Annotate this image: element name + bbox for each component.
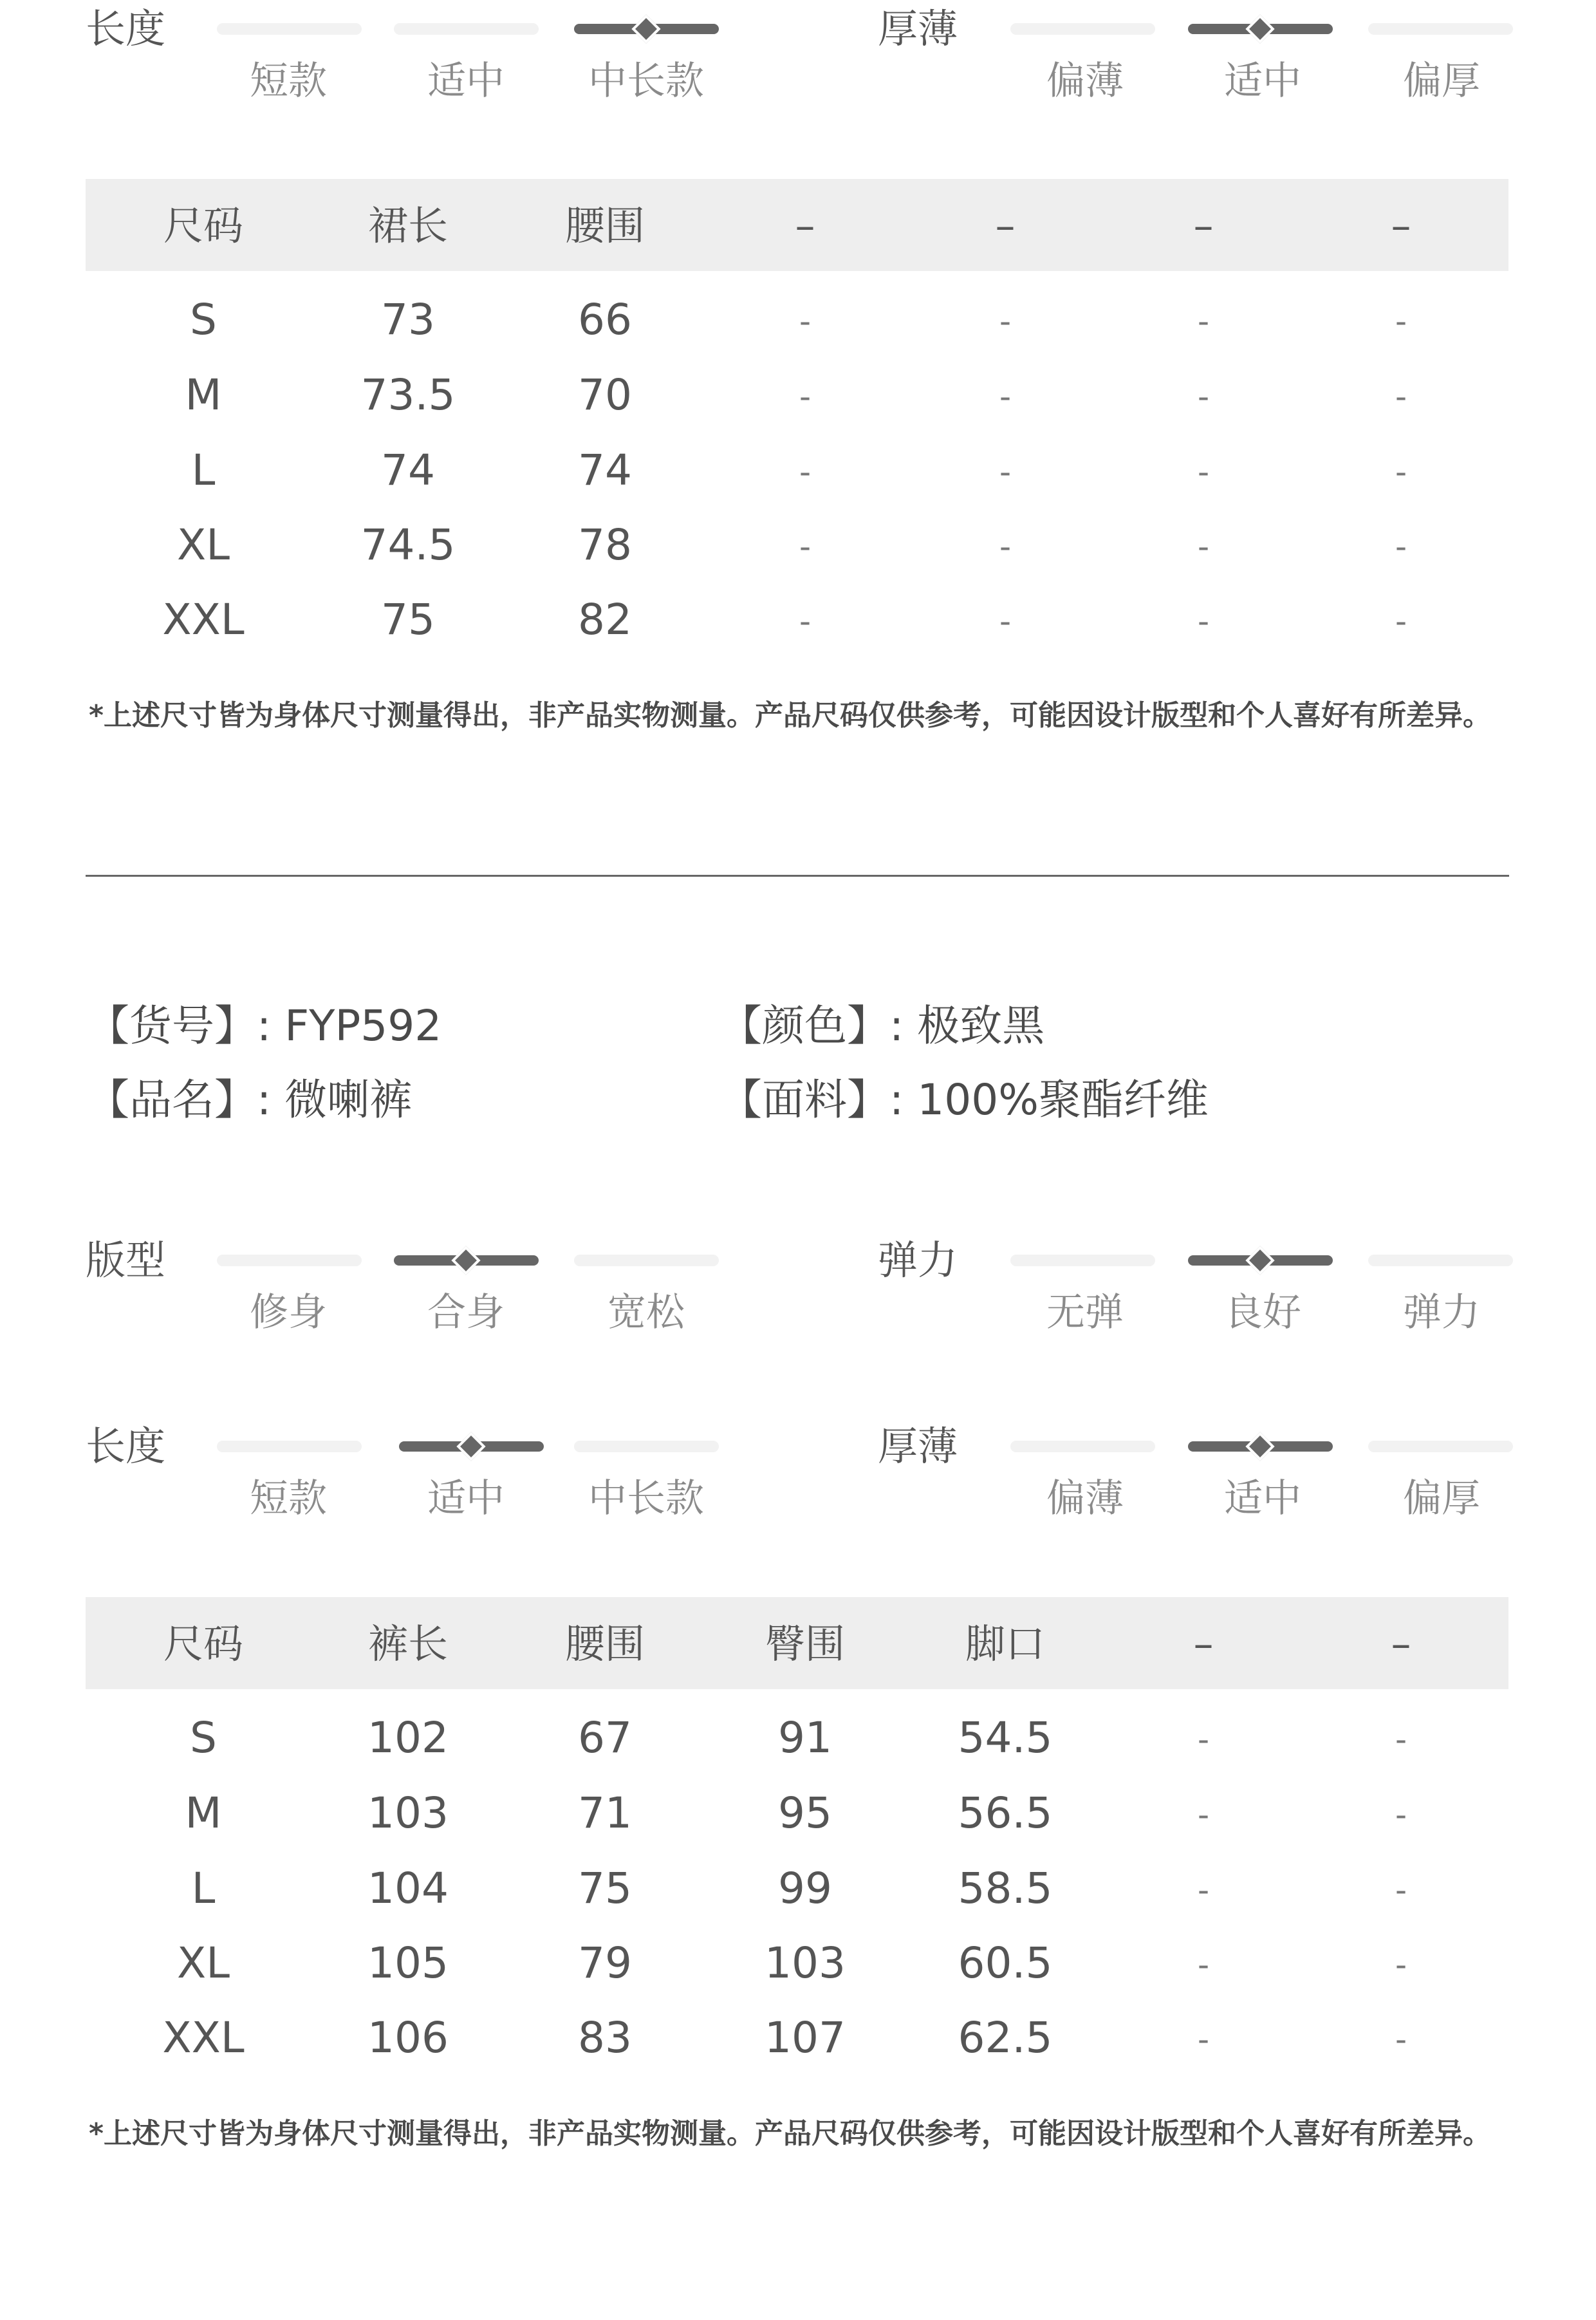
cell-waist: 82 <box>578 595 632 644</box>
col-header-empty-4: – <box>1391 202 1411 249</box>
cell-empty: - <box>999 528 1012 565</box>
thickness-option-thin: 偏薄 <box>1046 1476 1124 1521</box>
col-header-hem: 脚口 <box>965 1620 1046 1667</box>
cell-size: S <box>190 1713 217 1763</box>
col-header-waist: 腰围 <box>564 202 645 249</box>
length-track-seg-1 <box>217 23 362 35</box>
cell-waist: 70 <box>578 370 632 420</box>
fit-option-loose: 宽松 <box>608 1290 685 1335</box>
cell-waist: 78 <box>578 520 632 570</box>
size-disclaimer-note: *上述尺寸皆为身体尺寸测量得出，非产品实物测量。产品尺码仅供参考，可能因设计版型和个人喜好有所差异。 <box>89 699 1492 732</box>
length-selected-marker <box>631 14 660 43</box>
cell-size: XXL <box>162 595 245 644</box>
fit-option-slim: 修身 <box>250 1290 327 1335</box>
cell-size: S <box>190 295 217 344</box>
cell-size: XL <box>177 1938 230 1988</box>
cell-hip: 95 <box>778 1788 832 1838</box>
cell-length: 73 <box>381 295 435 344</box>
elasticity-track-seg-3 <box>1368 1255 1513 1266</box>
cell-length: 74 <box>381 445 435 495</box>
cell-empty: - <box>1395 2021 1407 2058</box>
elasticity-option-good: 良好 <box>1224 1290 1301 1335</box>
cell-empty: - <box>799 303 812 340</box>
cell-hem: 54.5 <box>958 1713 1053 1763</box>
thickness-option-medium: 适中 <box>1224 59 1301 104</box>
size-disclaimer-note: *上述尺寸皆为身体尺寸测量得出，非产品实物测量。产品尺码仅供参考，可能因设计版型和个人喜好有所差异。 <box>89 2117 1492 2150</box>
cell-hem: 60.5 <box>958 1938 1053 1988</box>
col-header-empty-3: – <box>1193 202 1214 249</box>
col-header-empty-2: – <box>995 202 1016 249</box>
length-track-seg-3 <box>574 1441 719 1452</box>
cell-length: 104 <box>367 1864 449 1913</box>
cell-empty: - <box>1197 1796 1210 1833</box>
thickness-track-seg-1 <box>1010 23 1155 35</box>
cell-empty: - <box>1395 1721 1407 1758</box>
length-option-midlong: 中长款 <box>588 59 704 104</box>
cell-size: M <box>185 370 222 420</box>
cell-hip: 99 <box>778 1864 832 1913</box>
cell-hip: 103 <box>765 1938 846 1988</box>
elasticity-option-stretch: 弹力 <box>1403 1290 1480 1335</box>
cell-length: 106 <box>367 2013 449 2063</box>
cell-size: M <box>185 1788 222 1838</box>
cell-hem: 58.5 <box>958 1864 1053 1913</box>
col-header-empty-1: – <box>795 202 815 249</box>
cell-waist: 66 <box>578 295 632 344</box>
cell-length: 102 <box>367 1713 449 1763</box>
elasticity-selected-marker <box>1245 1246 1274 1275</box>
col-header-pant-length: 裤长 <box>367 1620 449 1667</box>
cell-length: 74.5 <box>360 520 456 570</box>
cell-length: 103 <box>367 1788 449 1838</box>
product-fabric: 【面料】: 100%聚酯纤维 <box>719 1075 1209 1125</box>
cell-length: 75 <box>381 595 435 644</box>
thickness-track-seg-3 <box>1368 23 1513 35</box>
cell-empty: - <box>1197 378 1210 415</box>
length-label: 长度 <box>86 5 166 52</box>
thickness-track-seg-1 <box>1010 1441 1155 1452</box>
cell-empty: - <box>1197 528 1210 565</box>
cell-size: XL <box>177 520 230 570</box>
cell-size: L <box>191 1864 216 1913</box>
length-option-medium: 适中 <box>427 59 505 104</box>
product-name: 【品名】: 微喇裤 <box>87 1075 413 1125</box>
length-selected-marker <box>456 1432 485 1461</box>
elasticity-label: 弹力 <box>878 1237 958 1284</box>
cell-hip: 107 <box>765 2013 846 2063</box>
cell-size: XXL <box>162 2013 245 2063</box>
cell-empty: - <box>1395 1796 1407 1833</box>
length-option-medium: 适中 <box>427 1476 505 1521</box>
cell-length: 105 <box>367 1938 449 1988</box>
col-header-size: 尺码 <box>163 1620 244 1667</box>
cell-empty: - <box>1197 1721 1210 1758</box>
col-header-hip: 臀围 <box>765 1620 846 1667</box>
cell-empty: - <box>1197 2021 1210 2058</box>
cell-empty: - <box>1395 303 1407 340</box>
cell-hem: 62.5 <box>958 2013 1053 2063</box>
cell-waist: 79 <box>578 1938 632 1988</box>
thickness-option-thick: 偏厚 <box>1403 59 1480 104</box>
cell-empty: - <box>799 528 812 565</box>
cell-size: L <box>191 445 216 495</box>
cell-empty: - <box>1395 453 1407 491</box>
cell-empty: - <box>799 378 812 415</box>
product-color: 【颜色】: 极致黑 <box>719 1001 1045 1051</box>
cell-hem: 56.5 <box>958 1788 1053 1838</box>
product-item-no: 【货号】: FYP592 <box>87 1001 442 1051</box>
length-option-short: 短款 <box>250 59 327 104</box>
col-header-empty-1: – <box>1193 1620 1214 1667</box>
elasticity-track-seg-1 <box>1010 1255 1155 1266</box>
cell-waist: 75 <box>578 1864 632 1913</box>
elasticity-option-none: 无弹 <box>1046 1290 1124 1335</box>
cell-empty: - <box>1395 528 1407 565</box>
cell-empty: - <box>1395 1871 1407 1909</box>
section-divider <box>86 875 1509 877</box>
length-option-short: 短款 <box>250 1476 327 1521</box>
thickness-label-bottom: 厚薄 <box>878 1423 958 1470</box>
fit-track-seg-3 <box>574 1255 719 1266</box>
fit-option-regular: 合身 <box>427 1290 505 1335</box>
fit-track-seg-1 <box>217 1255 362 1266</box>
thickness-selected-marker <box>1245 1432 1274 1461</box>
cell-empty: - <box>1197 1946 1210 1983</box>
cell-empty: - <box>1197 453 1210 491</box>
cell-waist: 67 <box>578 1713 632 1763</box>
cell-empty: - <box>1197 303 1210 340</box>
thickness-selected-marker <box>1245 14 1274 43</box>
cell-empty: - <box>999 603 1012 640</box>
length-track-seg-2 <box>394 23 539 35</box>
cell-hip: 91 <box>778 1713 832 1763</box>
thickness-option-thick: 偏厚 <box>1403 1476 1480 1521</box>
thickness-option-medium: 适中 <box>1224 1476 1301 1521</box>
cell-empty: - <box>999 303 1012 340</box>
cell-empty: - <box>1197 1871 1210 1909</box>
col-header-size: 尺码 <box>163 202 244 249</box>
cell-empty: - <box>799 453 812 491</box>
cell-waist: 83 <box>578 2013 632 2063</box>
thickness-option-thin: 偏薄 <box>1046 59 1124 104</box>
col-header-waist: 腰围 <box>564 1620 645 1667</box>
fit-label: 版型 <box>86 1237 166 1284</box>
cell-empty: - <box>1395 603 1407 640</box>
cell-empty: - <box>1395 378 1407 415</box>
cell-waist: 74 <box>578 445 632 495</box>
cell-empty: - <box>799 603 812 640</box>
length-option-midlong: 中长款 <box>588 1476 704 1521</box>
col-header-empty-2: – <box>1391 1620 1411 1667</box>
cell-empty: - <box>999 453 1012 491</box>
length-label-bottom: 长度 <box>86 1423 166 1470</box>
cell-empty: - <box>1395 1946 1407 1983</box>
thickness-track-seg-3 <box>1368 1441 1513 1452</box>
cell-empty: - <box>999 378 1012 415</box>
cell-empty: - <box>1197 603 1210 640</box>
length-track-seg-1 <box>217 1441 362 1452</box>
thickness-label: 厚薄 <box>878 5 958 52</box>
cell-waist: 71 <box>578 1788 632 1838</box>
cell-length: 73.5 <box>360 370 456 420</box>
col-header-skirt-length: 裙长 <box>367 202 449 249</box>
fit-selected-marker <box>451 1246 480 1275</box>
